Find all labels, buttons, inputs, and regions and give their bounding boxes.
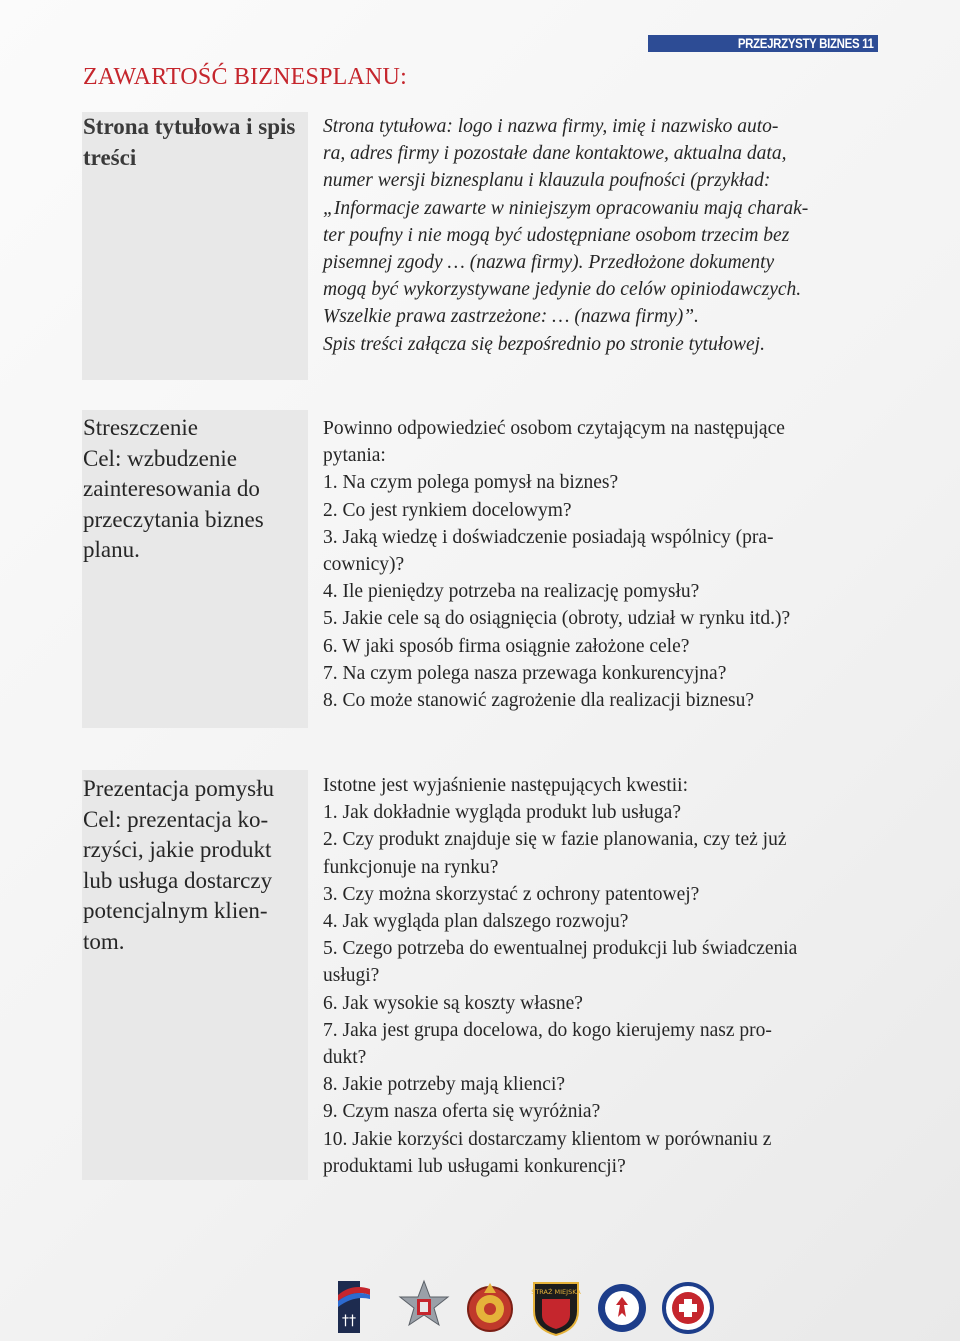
definition-line: 9. Czym nasza oferta się wyróżnia? (323, 1101, 601, 1123)
term-line: Prezentacja pomysłu (83, 776, 274, 801)
definition-line: 6. W jaki sposób firma osiągnie założone cele? (323, 635, 690, 657)
header-bar (648, 35, 878, 52)
definition-line: pisemnej zgody … (nazwa firmy). Przedłożone dokumenty (323, 252, 775, 274)
medical-cross-badge-icon (660, 1277, 716, 1337)
svg-text:††: †† (342, 1313, 356, 1329)
term-line: lub usługa dostarczy (83, 867, 273, 893)
term-line: Streszczenie (83, 415, 198, 440)
term-line: przeczytania biznes (83, 506, 264, 532)
definition-line: Istotne jest wyjaśnienie następujących kwestii: (323, 775, 688, 796)
definition-line: usługi? (323, 965, 380, 987)
term-line: Strona tytułowa i spis (83, 114, 296, 139)
term-line: treści (83, 144, 137, 170)
definition-line: 8. Co może stanowić zagrożenie dla realizacji biznesu? (323, 690, 754, 712)
definition-line: pytania: (323, 445, 386, 467)
definition-line: 1. Jak dokładnie wygląda produkt lub usługa? (323, 802, 681, 824)
definition-line: Spis treści załącza się bezpośrednio po stronie tytułowej. (323, 333, 765, 355)
definition-title-page (323, 113, 883, 358)
police-star-badge-icon (396, 1277, 452, 1337)
definition-line: 4. Ile pieniędzy potrzeba na realizację pomysłu? (323, 581, 700, 603)
term-title-page (83, 112, 311, 173)
term-summary (83, 413, 311, 566)
city-guard-badge-icon (528, 1277, 584, 1337)
definition-line: Strona tytułowa: logo i nazwa firmy, imię i nazwisko auto- (323, 116, 779, 137)
definition-line: 7. Jaka jest grupa docelowa, do kogo kierujemy nasz pro- (323, 1019, 772, 1041)
definition-line: ra, adres firmy i pozostałe dane kontaktowe, aktualna data, (323, 143, 787, 165)
definition-line: 6. Jak wysokie są koszty własne? (323, 992, 583, 1014)
definition-line: dukt? (323, 1047, 367, 1069)
term-line: Cel: prezentacja ko- (83, 806, 269, 832)
definition-line: 10. Jakie korzyści dostarczamy klientom w porównaniu z (323, 1128, 772, 1150)
definition-line: 8. Jakie potrzeby mają klienci? (323, 1074, 566, 1096)
flag-emblem-icon (330, 1277, 386, 1337)
definition-line: 4. Jak wygląda plan dalszego rozwoju? (323, 911, 629, 933)
definition-line: numer wersji biznesplanu i klauzula poufności (przykład: (323, 170, 771, 192)
city-guard-label: STRAŻ MIEJSKA (531, 1288, 581, 1296)
definition-idea-presentation (323, 772, 883, 1180)
definition-line: 7. Na czym polega nasza przewaga konkurencyjna? (323, 662, 727, 684)
definition-line: cownicy)? (323, 554, 405, 576)
definition-line: 3. Jaką wiedzę i doświadczenie posiadają wspólnicy (pra- (323, 526, 774, 548)
section-title: ZAWARTOŚĆ BIZNESPLANU: (83, 64, 407, 90)
term-idea-presentation (83, 774, 311, 957)
term-line: rzyści, jakie produkt (83, 837, 272, 862)
eagle-emblem-icon (594, 1277, 650, 1337)
partner-logos (330, 1277, 716, 1337)
definition-line: 5. Jakie cele są do osiągnięcia (obroty, udział w rynku itd.)? (323, 608, 791, 630)
definition-line: 2. Czy produkt znajduje się w fazie planowania, czy też już (323, 829, 787, 851)
header-label: PRZEJRZYSTY BIZNES 11 (738, 35, 874, 51)
term-line: tom. (83, 928, 125, 954)
term-line: planu. (83, 537, 140, 562)
definition-line: ter poufny i nie mogą być udostępniane osobom trzecim bez (323, 224, 790, 246)
definition-line: mogą być wykorzystywane jedynie do celów opiniodawczych. (323, 279, 802, 301)
definition-line: 5. Czego potrzeba do ewentualnej produkcji lub świadczenia (323, 938, 798, 960)
fire-service-badge-icon (462, 1277, 518, 1337)
definition-line: 3. Czy można skorzystać z ochrony patentowej? (323, 883, 700, 905)
definition-line: „Informacje zawarte w niniejszym opracowaniu mają charak- (323, 197, 809, 219)
term-line: Cel: wzbudzenie (83, 445, 237, 471)
term-line: potencjalnym klien- (83, 898, 268, 923)
definition-line: Powinno odpowiedzieć osobom czytającym na następujące (323, 418, 785, 439)
definition-line: 1. Na czym polega pomysł na biznes? (323, 472, 619, 494)
definition-line: Wszelkie prawa zastrzeżone: … (nazwa firmy)”. (323, 306, 699, 328)
definition-line: funkcjonuje na rynku? (323, 856, 499, 878)
definition-line: produktami lub usługami konkurencji? (323, 1155, 626, 1177)
term-line: zainteresowania do (83, 476, 260, 501)
definition-summary (323, 415, 883, 714)
definition-line: 2. Co jest rynkiem docelowym? (323, 499, 572, 521)
